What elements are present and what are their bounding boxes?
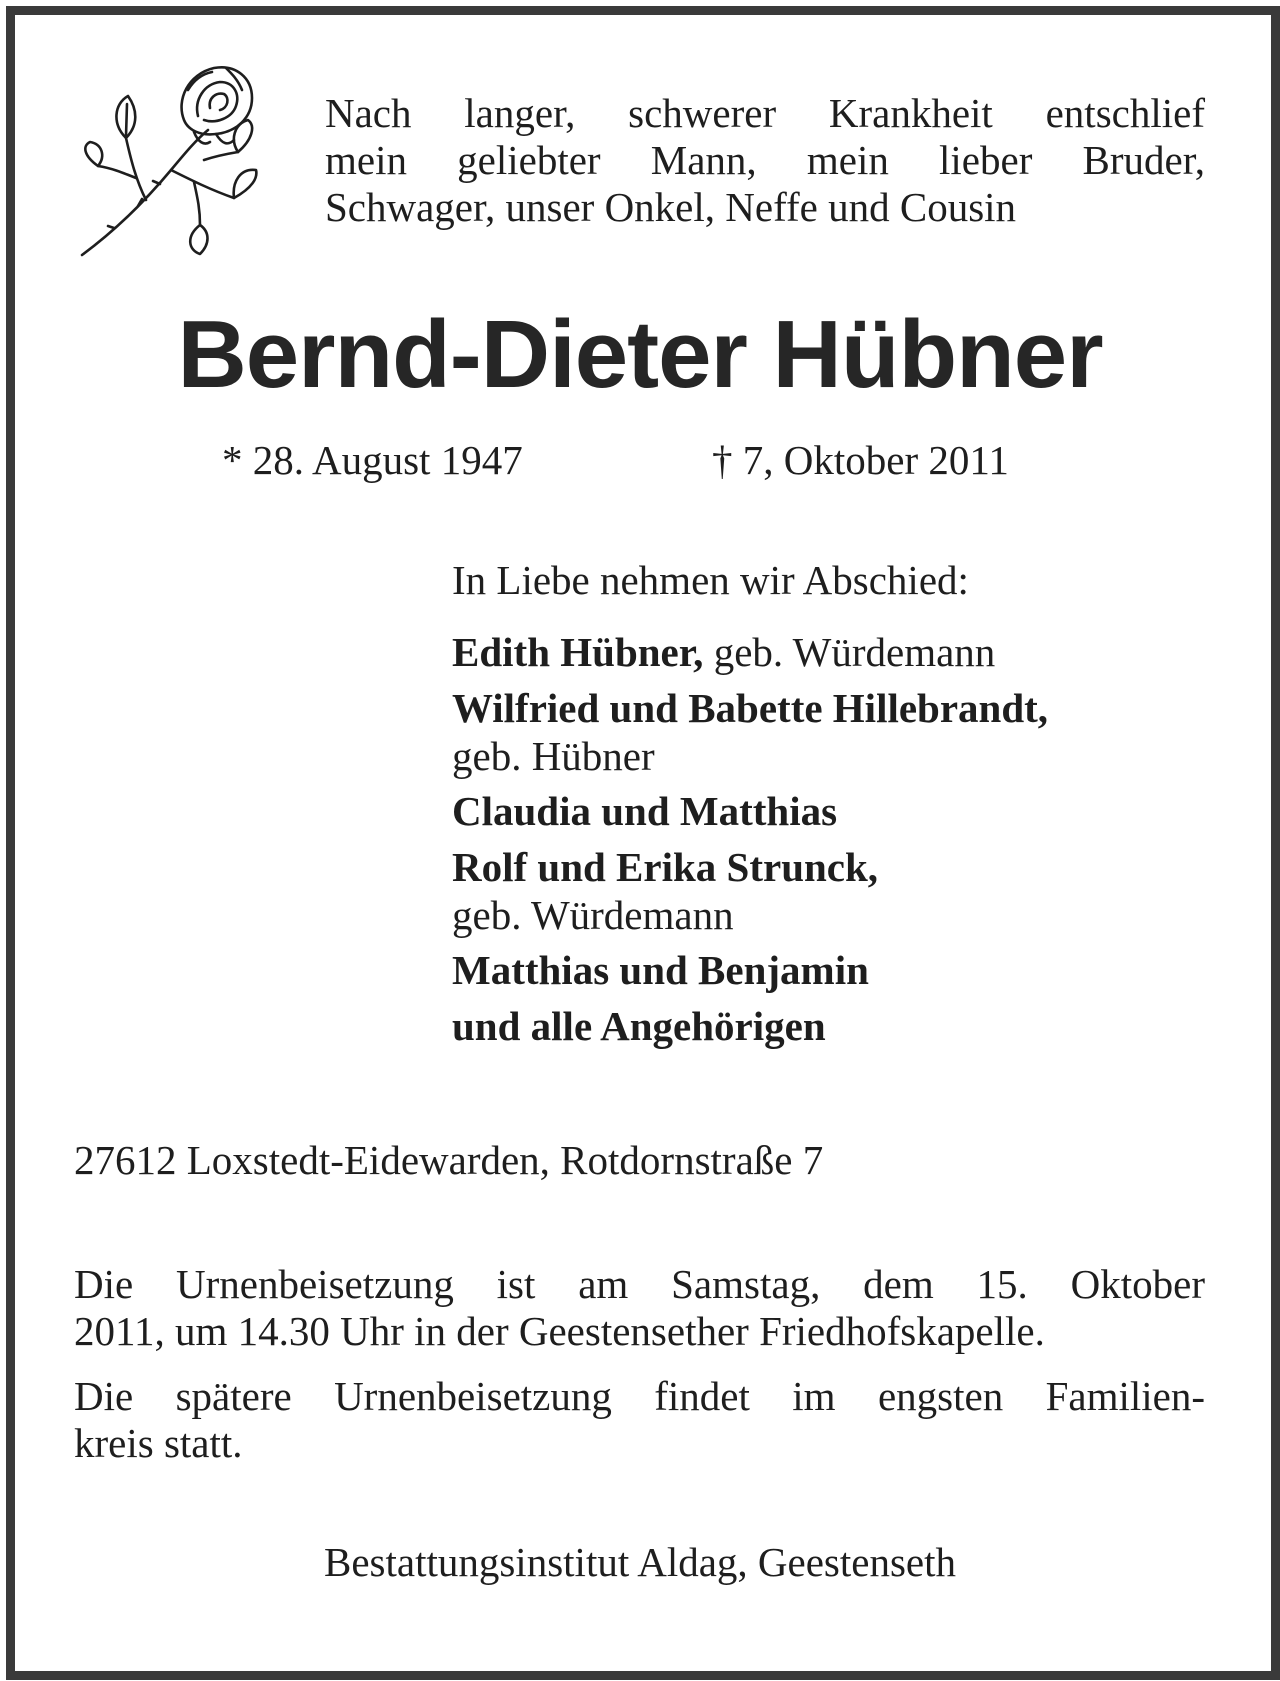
address: 27612 Loxstedt-Eidewarden, Rotdornstraße 7 bbox=[74, 1137, 824, 1183]
notice-line: Die spätere Urnenbeisetzung findet im engsten Familien- bbox=[74, 1373, 1205, 1419]
mourner-name: Rolf und Erika Strunck, bbox=[452, 844, 879, 890]
mourners-intro: In Liebe nehmen wir Abschied: bbox=[452, 557, 969, 603]
funeral-home: Bestattungsinstitut Aldag, Geestenseth bbox=[323, 1539, 957, 1585]
birth-date: * 28. August 1947 bbox=[222, 437, 523, 483]
mourners-list bbox=[452, 555, 1252, 1051]
burial-notice bbox=[74, 1261, 1205, 1355]
intro-line: Nach langer, schwerer Krankheit entschlief bbox=[325, 90, 1205, 136]
mourner-name: Edith Hübner, bbox=[452, 629, 704, 675]
deceased-name: Bernd-Dieter Hübner bbox=[177, 301, 1103, 408]
notice-line: kreis statt. bbox=[74, 1420, 243, 1466]
notice-line: Die Urnenbeisetzung ist am Samstag, dem 15. Oktober bbox=[74, 1261, 1205, 1307]
intro-line: mein geliebter Mann, mein lieber Bruder, bbox=[325, 137, 1205, 183]
mourner-nee: geb. Würdemann bbox=[452, 892, 734, 938]
mourner-name: Wilfried und Babette Hillebrandt, bbox=[452, 685, 1049, 731]
rose-icon bbox=[76, 60, 266, 260]
mourner-entry bbox=[452, 627, 1252, 677]
intro-line: Schwager, unser Onkel, Neffe und Cousin bbox=[325, 184, 1017, 230]
mourner-name: Claudia und Matthias bbox=[452, 788, 838, 834]
notice-line: 2011, um 14.30 Uhr in der Geestensether Friedhofskapelle. bbox=[74, 1308, 1045, 1354]
death-date: † 7, Oktober 2011 bbox=[712, 437, 1009, 483]
mourner-nee: geb. Hübner bbox=[452, 733, 655, 779]
intro-text bbox=[325, 90, 1205, 231]
later-notice bbox=[74, 1373, 1205, 1467]
mourner-name: Matthias und Benjamin bbox=[452, 947, 869, 993]
mourner-nee: geb. Würdemann bbox=[713, 629, 996, 675]
mourner-name: und alle Angehörigen bbox=[452, 1003, 826, 1049]
